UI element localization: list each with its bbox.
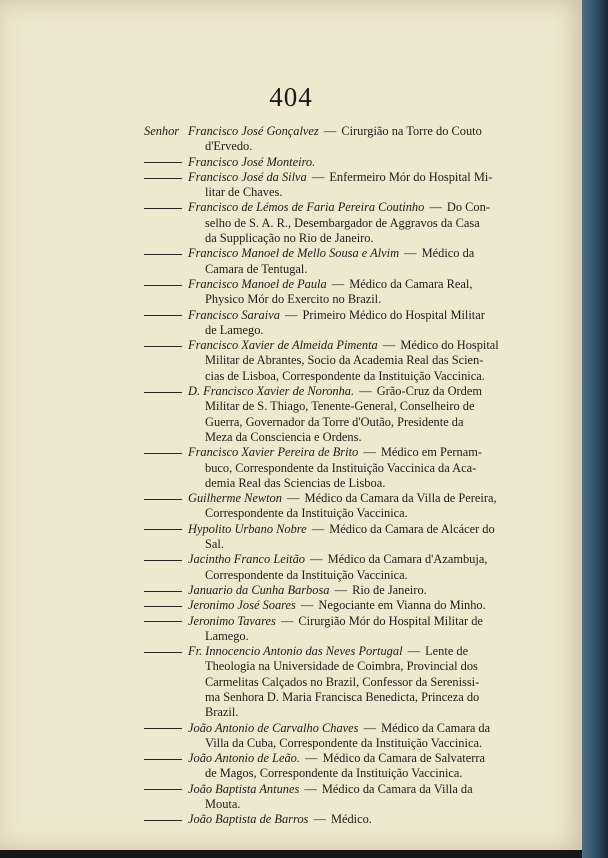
ditto-dash	[144, 162, 182, 163]
dash-separator: —	[297, 598, 317, 613]
entry-description: Cirurgião Mór do Hospital Militar de	[298, 613, 483, 628]
entry-continuation-line: Meza da Consciencia e Ordens.	[205, 429, 362, 444]
entry-name: Francisco José Monteiro.	[188, 154, 316, 169]
dash-separator: —	[281, 307, 301, 322]
ditto-rule	[144, 445, 184, 460]
entry-description: Primeiro Médico do Hospital Militar	[302, 307, 485, 322]
entry-lead-word	[144, 124, 184, 139]
entry	[144, 155, 524, 170]
entry-body	[144, 170, 524, 201]
entry-first-line	[188, 445, 482, 459]
ditto-rule	[144, 552, 184, 567]
dash-separator: —	[283, 491, 303, 506]
entry-body	[144, 614, 524, 645]
entry	[144, 522, 524, 553]
entry-name: Hypolito Urbano Nobre	[188, 521, 307, 536]
entry-body	[144, 644, 524, 720]
entry	[144, 721, 524, 752]
ditto-rule	[144, 246, 184, 261]
entry-description: Médico.	[330, 812, 372, 827]
entry-continuation-line: Correspondente da Instituição Vaccinica.	[205, 567, 408, 582]
entry-description: Médico da	[421, 246, 475, 261]
ditto-dash	[144, 560, 182, 561]
page-number: 404	[269, 82, 313, 112]
entry-name: Januario da Cunha Barbosa	[188, 582, 330, 597]
entry-name: Jacintho Franco Leitão	[188, 552, 306, 567]
ditto-rule	[144, 200, 184, 215]
ditto-dash	[144, 652, 182, 653]
entry-name: Francisco de Lémos de Faria Pereira Coutinho	[188, 200, 425, 215]
ditto-dash	[144, 315, 182, 316]
entry-description: Médico da Camara da Villa da	[321, 781, 473, 796]
ditto-dash	[144, 621, 182, 622]
dash-separator: —	[360, 445, 379, 460]
ditto-rule	[144, 338, 184, 353]
ditto-rule	[144, 308, 184, 323]
entry-description: Rio de Janeiro.	[352, 582, 427, 597]
entry-first-line	[188, 200, 490, 214]
entry-continuation-line: buco, Correspondente da Instituição Vaccinica da Aca-	[205, 460, 477, 475]
entry-continuation-line: de Lamego.	[205, 322, 264, 337]
ditto-rule	[144, 782, 184, 797]
dash-separator: —	[308, 169, 328, 184]
ditto-dash	[144, 789, 182, 790]
entry	[144, 614, 524, 645]
dash-separator: —	[301, 751, 321, 766]
entry-description: Grão-Cruz da Ordem	[376, 384, 482, 399]
entry-description: Médico da Camara da	[381, 720, 491, 735]
ditto-rule	[144, 522, 184, 537]
entry-list	[144, 124, 524, 828]
entry-description: Médico da Camara Real,	[349, 276, 473, 291]
dash-separator: —	[308, 521, 328, 536]
entry-first-line	[188, 552, 487, 566]
entry-name: Jeronimo Tavares	[188, 613, 276, 628]
dash-separator: —	[328, 276, 348, 291]
entry-description: Médico da Camara da Villa de Pereira,	[304, 491, 497, 506]
entry-body	[144, 522, 524, 553]
dash-separator: —	[331, 582, 351, 597]
entry-first-line	[188, 338, 499, 352]
entry-body	[144, 751, 524, 782]
ditto-rule	[144, 491, 184, 506]
entry-body	[144, 384, 524, 445]
ditto-dash	[144, 285, 182, 286]
dash-separator: —	[307, 552, 326, 567]
entry-body	[144, 721, 524, 752]
entry-description: Do Con-	[446, 200, 490, 215]
ditto-rule	[144, 155, 184, 170]
ditto-dash	[144, 178, 182, 179]
entry-name: Guilherme Newton	[188, 491, 282, 506]
entry	[144, 308, 524, 339]
ditto-rule	[144, 277, 184, 292]
entry	[144, 277, 524, 308]
entry-continuation-line: Guerra, Governador da Torre d'Outão, Presidente da	[205, 414, 464, 429]
entry-name: Francisco Xavier de Almeida Pimenta	[188, 338, 378, 353]
ditto-rule	[144, 644, 184, 659]
entry-name: Jeronimo José Soares	[188, 598, 296, 613]
entry-continuation-line: Militar de Abrantes, Socio da Academia Real das Scien-	[205, 353, 484, 368]
ditto-rule	[144, 751, 184, 766]
entry-body	[144, 200, 524, 246]
entry	[144, 552, 524, 583]
entry-first-line	[188, 522, 495, 536]
entry-first-line	[188, 583, 427, 597]
entry-body	[144, 308, 524, 339]
entry-continuation-line: Brazil.	[205, 705, 239, 720]
ditto-dash	[144, 728, 182, 729]
entry-name: João Baptista de Barros	[188, 812, 309, 827]
entry-name: João Antonio de Leão.	[188, 751, 300, 766]
entry-body	[144, 277, 524, 308]
entry-name: João Antonio de Carvalho Chaves	[188, 720, 359, 735]
entry-first-line	[188, 308, 485, 322]
ditto-dash	[144, 529, 182, 530]
ditto-dash	[144, 820, 182, 821]
entry-description: Médico do Hospital	[400, 338, 499, 353]
entry-description: Negociante em Vianna do Minho.	[318, 598, 486, 613]
entry-body	[144, 552, 524, 583]
entry-body	[144, 338, 524, 384]
ditto-dash	[144, 499, 182, 500]
entry-continuation-line: Sal.	[205, 537, 224, 552]
entry-first-line	[188, 277, 472, 291]
entry-first-line	[188, 170, 492, 184]
ditto-dash	[144, 392, 182, 393]
entry-continuation-line: Militar de S. Thiago, Tenente-General, Conselheiro de	[205, 399, 475, 414]
entry-body	[144, 246, 524, 277]
entry-body	[144, 124, 524, 155]
entry-first-line	[188, 124, 482, 138]
entry-first-line	[188, 491, 497, 505]
entry-continuation-line: da Supplicação no Rio de Janeiro.	[205, 231, 374, 246]
ditto-dash	[144, 208, 182, 209]
dash-separator: —	[320, 124, 340, 138]
ditto-dash	[144, 606, 182, 607]
ditto-dash	[144, 759, 182, 760]
ditto-rule	[144, 812, 184, 827]
entry-continuation-line: Carmelitas Calçados no Brazil, Confessor da Serenissi-	[205, 674, 480, 689]
entry-continuation-line: Villa da Cuba, Correspondente da Instituição Vaccinica.	[205, 735, 483, 750]
entry-continuation-line: Camara de Tentugal.	[205, 261, 308, 276]
entry-first-line	[188, 614, 483, 628]
entry-continuation-line: ma Senhora D. Maria Francisca Benedicta, Princeza do	[205, 689, 480, 704]
entry	[144, 812, 524, 827]
entry-name: Francisco José Gonçalvez	[188, 124, 319, 138]
entry-first-line	[188, 644, 468, 658]
entry-description: Médico em Pernam-	[380, 445, 482, 460]
entry-first-line	[188, 721, 490, 735]
ditto-dash	[144, 254, 182, 255]
entry-description: Enfermeiro Mór do Hospital Mi-	[329, 169, 493, 184]
entry-continuation-line: selho de S. A. R., Desembargador de Aggravos da Casa	[205, 215, 480, 230]
entry-body	[144, 812, 524, 827]
entry-description: Médico da Camara d'Azambuja,	[327, 552, 488, 567]
entry-first-line	[188, 384, 482, 398]
entry-continuation-line: d'Ervedo.	[205, 139, 253, 154]
entry-name: Fr. Innocencio Antonio das Neves Portugal	[188, 644, 403, 659]
entry-name: D. Francisco Xavier de Noronha.	[188, 384, 355, 399]
entry	[144, 583, 524, 598]
entry-first-line	[188, 155, 315, 169]
entry	[144, 782, 524, 813]
entry-continuation-line: de Magos, Correspondente da Instituição Vaccinica.	[205, 766, 463, 781]
entry-name: Francisco Manoel de Paula	[188, 276, 327, 291]
entry-body	[144, 491, 524, 522]
entry-name: Francisco Saraiva	[188, 307, 280, 322]
ditto-rule	[144, 384, 184, 399]
entry-continuation-line: cias de Lisboa, Correspondente da Instituição Vaccinica.	[205, 368, 485, 383]
dash-separator: —	[356, 384, 375, 399]
entry-body	[144, 445, 524, 491]
entry	[144, 491, 524, 522]
dash-separator: —	[301, 781, 320, 796]
dash-separator: —	[404, 644, 424, 659]
entry-body	[144, 583, 524, 598]
entry	[144, 644, 524, 720]
entry	[144, 338, 524, 384]
entry-name: Francisco Manoel de Mello Sousa e Alvim	[188, 246, 400, 261]
entry-description: Lente de	[425, 644, 469, 659]
entry-description: Médico da Camara de Alcácer do	[329, 521, 495, 536]
entry-continuation-line: Lamego.	[205, 628, 249, 643]
entry	[144, 170, 524, 201]
entry-name: João Baptista Antunes	[188, 781, 300, 796]
entry-first-line	[188, 246, 474, 260]
entry-body	[144, 598, 524, 613]
ditto-rule	[144, 583, 184, 598]
entry	[144, 246, 524, 277]
lead-word: Senhor	[144, 124, 180, 138]
dash-separator: —	[310, 812, 329, 827]
entry	[144, 598, 524, 613]
entry-body	[144, 155, 524, 170]
entry-name: Francisco Xavier Pereira de Brito	[188, 445, 359, 460]
entry-first-line	[188, 598, 486, 612]
bottom-edge	[0, 850, 582, 858]
entry-continuation-line: Theologia na Universidade de Coimbra, Provincial dos	[205, 659, 478, 674]
entry	[144, 384, 524, 445]
ditto-rule	[144, 721, 184, 736]
dash-separator: —	[379, 338, 399, 353]
dash-separator: —	[277, 613, 297, 628]
ditto-dash	[144, 453, 182, 454]
entry	[144, 200, 524, 246]
ditto-dash	[144, 591, 182, 592]
entry-first-line	[188, 812, 372, 826]
entry-first-line	[188, 782, 473, 796]
dash-separator: —	[426, 200, 445, 215]
ditto-rule	[144, 598, 184, 613]
ditto-rule	[144, 170, 184, 185]
entry-description: Médico da Camara de Salvaterra	[322, 751, 485, 766]
dash-separator: —	[401, 246, 420, 261]
entry-continuation-line: demia Real das Sciencias de Lisboa.	[205, 475, 386, 490]
entry-continuation-line: Physico Mór do Exercito no Brazil.	[205, 292, 382, 307]
entry-continuation-line: Correspondente da Instituição Vaccinica.	[205, 506, 408, 521]
entry-description: Cirurgião na Torre do Couto	[341, 124, 482, 138]
entry-continuation-line: Mouta.	[205, 797, 241, 812]
entry-name: Francisco José da Silva	[188, 169, 307, 184]
entry-body	[144, 782, 524, 813]
entry	[144, 751, 524, 782]
entry	[144, 124, 524, 155]
entry-continuation-line: litar de Chaves.	[205, 185, 283, 200]
entry-first-line	[188, 751, 485, 765]
ditto-dash	[144, 346, 182, 347]
entry	[144, 445, 524, 491]
dash-separator: —	[360, 720, 380, 735]
ditto-rule	[144, 614, 184, 629]
book-cover-edge	[582, 0, 608, 858]
